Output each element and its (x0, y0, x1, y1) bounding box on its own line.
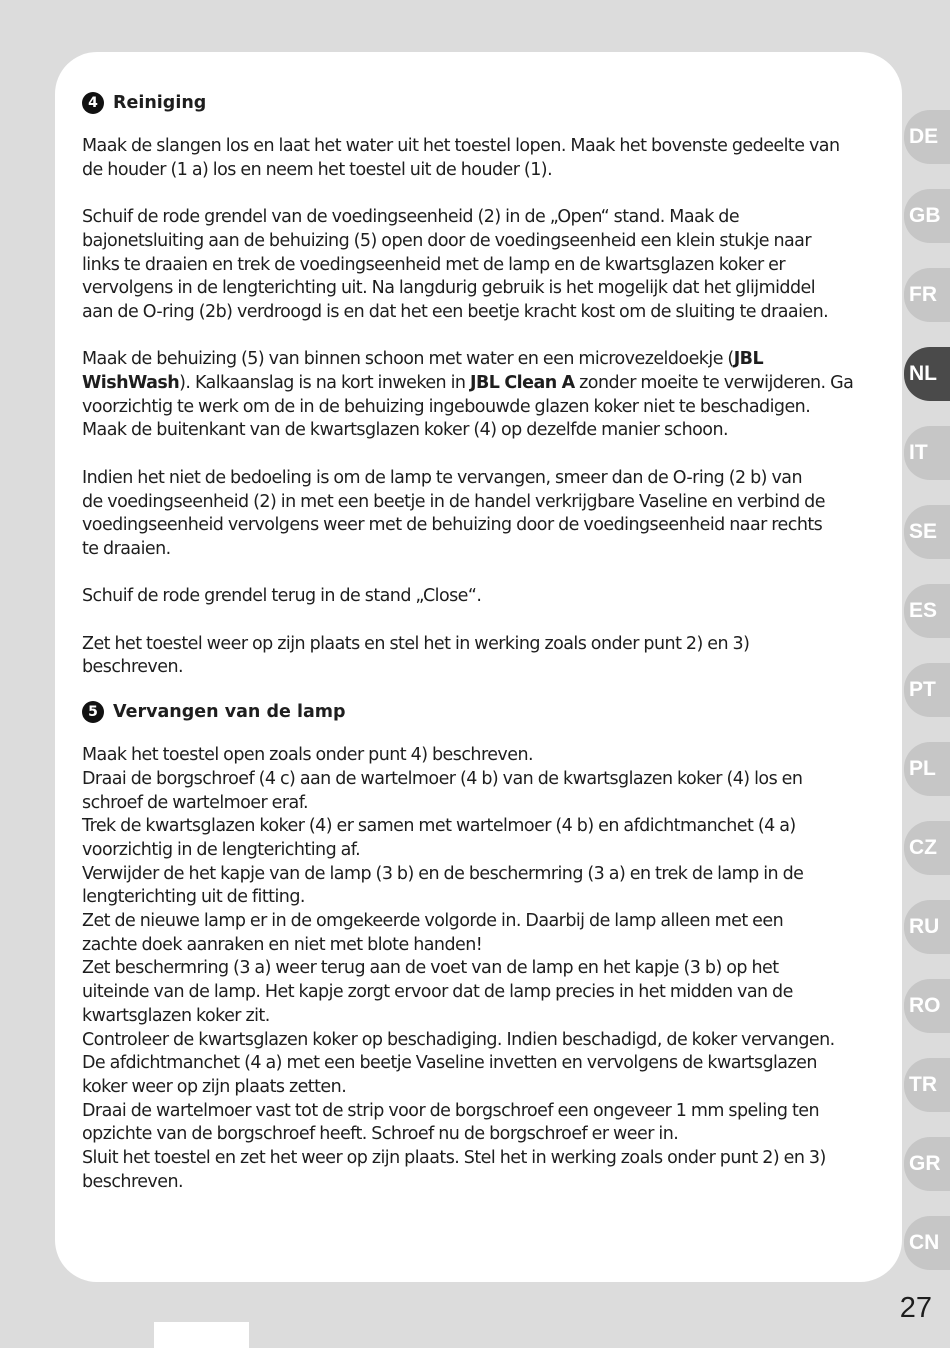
tab-se[interactable]: SE (904, 505, 950, 559)
tab-cn[interactable]: CN (904, 1216, 950, 1270)
section-4-title: Reiniging (113, 93, 207, 113)
footer-strip (154, 1322, 249, 1348)
paragraph-grease-oring: Indien het niet de bedoeling is om de lamp te vervangen, smeer dan de O-ring (2 b) van de voedingseenheid (2) in met een beetje in de handel verkrijgbare Vaseline en verbind de voedingseenheid vervolgens weer met de behuizing door de voedingseenheid naar rechts te draaien. (82, 467, 825, 559)
section-5-heading (82, 698, 882, 726)
paragraph-open-bayonet: Schuif de rode grendel van de voedingseenheid (2) in de „Open“ stand. Maak de bajonetsluiting aan de behuizing (5) open door de voedingseenheid een klein stukje naar links te draaien en trek de voedingseenheid met de lamp en de kwartsglazen koker er vervolgens in de lengterichting uit. Na langdurig gebruik is het mogelijk dat het glijmiddel aan de O-ring (2b) verdroogd is en dat het een beetje kracht kost om de sluiting te draaien. (82, 207, 829, 322)
section-4-heading (82, 89, 882, 117)
main-content (82, 89, 882, 1194)
section-4-number-badge: 4 (82, 92, 104, 114)
section-5-title: Vervangen van de lamp (113, 702, 346, 723)
tab-tr[interactable]: TR (904, 1058, 950, 1112)
tab-nl[interactable]: NL (904, 347, 950, 401)
tab-ru[interactable]: RU (904, 900, 950, 954)
tab-pt[interactable]: PT (904, 663, 950, 717)
tab-fr[interactable]: FR (904, 268, 950, 322)
paragraph-close-latch: Schuif de rode grendel terug in de stand „Close“. (82, 586, 482, 607)
tab-gr[interactable]: GR (904, 1137, 950, 1191)
product-name-wishwash: WishWash (82, 373, 180, 393)
tab-ro[interactable]: RO (904, 979, 950, 1033)
tab-it[interactable]: IT (904, 426, 950, 480)
page-number: 27 (899, 1292, 932, 1324)
tab-gb[interactable]: GB (904, 189, 950, 243)
tab-de[interactable]: DE (904, 110, 950, 164)
tab-pl[interactable]: PL (904, 742, 950, 796)
product-name-clean-a: JBL Clean A (469, 373, 575, 393)
paragraph-disconnect: Maak de slangen los en laat het water uit het toestel lopen. Maak het bovenste gedeelte van de houder (1 a) los en neem het toestel uit de houder (1). (82, 136, 840, 180)
paragraph-replace-lamp: Maak het toestel open zoals onder punt 4) beschreven. Draai de borgschroef (4 c) aan de wartelmoer (4 b) van de kwartsglazen koker (4) los en schroef de wartelmoer eraf. Trek de kwartsglazen koker (4) er samen met wartelmoer (4 b) en afdichtmanchet (4 a) voorzichtig in de lengterichting af. Verwijder de het kapje van de lamp (3 b) en de beschermring (3 a) en trek de lamp in de lengterichting uit de fitting. Zet de nieuwe lamp er in de omgekeerde volgorde in. Daarbij de lamp alleen met een zachte doek aanraken en niet met blote handen! Zet beschermring (3 a) weer terug aan de voet van de lamp en het kapje (3 b) op het uiteinde van de lamp. Het kapje zorgt ervoor dat de lamp precies in het midden van de kwartsglazen koker zit. Controleer de kwartsglazen koker op beschadiging. Indien beschadigd, de koker vervangen. De afdichtmanchet (4 a) met een beetje Vaseline invetten en vervolgens de kwartsglazen koker weer op zijn plaats zetten. Draai de wartelmoer vast tot de strip voor de borgschroef een ongeveer 1 mm speling ten opzichte van de borgschroef heeft. Schroef nu de borgschroef er weer in. Sluit het toestel en zet het weer op zijn plaats. Stel het in werking zoals onder punt 2) en 3) beschreven. (82, 745, 835, 1192)
paragraph-clean-housing: Maak de behuizing (5) van binnen schoon met water en een microvezeldoekje (JBL WishWash). Kalkaanslag is na kort inweken in JBL Clean A zonder moeite te verwijderen. Ga voorzichtig te werk om de in de behuizing ingebouwde glazen koker niet te beschadigen. Maak de buitenkant van de kwartsglazen koker (4) op dezelfde manier schoon. (82, 349, 854, 441)
section-5-number-badge: 5 (82, 701, 104, 723)
tab-es[interactable]: ES (904, 584, 950, 638)
tab-cz[interactable]: CZ (904, 821, 950, 875)
product-name-jbl: JBL (733, 349, 764, 370)
paragraph-reinstall: Zet het toestel weer op zijn plaats en stel het in werking zoals onder punt 2) en 3) beschreven. (82, 633, 750, 678)
